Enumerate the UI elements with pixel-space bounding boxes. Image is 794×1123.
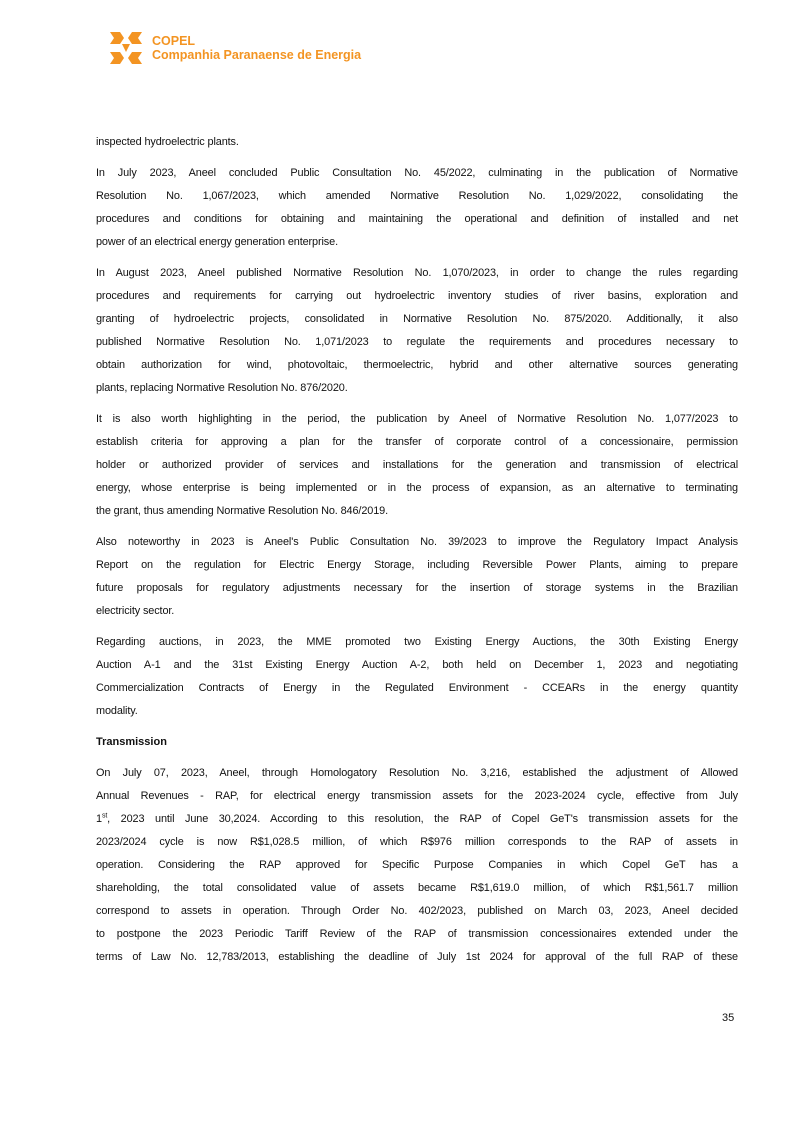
text-line: correspond to assets in operation. Through Order No. 402/2023, published on March 03, 2023, Aneel decided [96,905,738,917]
paragraph [96,262,738,400]
page-number: 35 [722,1012,735,1024]
text-line: electricity sector. [96,605,175,617]
superscript: st [101,812,108,820]
text-line: published Normative Resolution No. 1,071/2023 to regulate the requirements and procedures necessary to [96,336,738,348]
text-line: procedures and conditions for obtaining and maintaining the operational and definition of installed and net [96,213,738,225]
text-line: Regarding auctions, in 2023, the MME promoted two Existing Energy Auctions, the 30th Existing Energy [96,636,738,648]
paragraph [96,531,738,623]
text-line: granting of hydroelectric projects, consolidated in Normative Resolution No. 875/2020. Additionally, it also [96,313,738,325]
text-line: procedures and requirements for carrying out hydroelectric inventory studies of river basins, exploration and [96,290,738,302]
logo-company-full: Companhia Paranaense de Energia [152,48,362,62]
text-line: obtain authorization for wind, photovoltaic, thermoelectric, hybrid and other alternative sources generating [96,359,738,371]
text-line: terms of Law No. 12,783/2013, establishing the deadline of July 1st 2024 for approval of the full RAP of these [96,951,738,963]
text-line: On July 07, 2023, Aneel, through Homologatory Resolution No. 3,216, established the adjustment of Allowed [96,767,738,779]
text-line: Commercialization Contracts of Energy in the Regulated Environment - CCEARs in the energy quantity [96,682,738,694]
text-line: Resolution No. 1,067/2023, which amended Normative Resolution No. 1,029/2022, consolidating the [96,190,738,202]
paragraph [96,408,738,523]
text-line: power of an electrical energy generation enterprise. [96,236,338,248]
text-line: shareholding, the total consolidated value of assets became R$1,619.0 million, of which R$1,561.7 million [96,882,738,894]
logo-company-short: COPEL [152,34,196,48]
text-line: 2023/2024 cycle is now R$1,028.5 million, of which R$976 million corresponds to the RAP of assets in [96,836,738,848]
text-line: establish criteria for approving a plan for the transfer of corporate control of a concessionaire, permission [96,436,738,448]
section-heading-transmission: Transmission [96,736,167,748]
text-line: to postpone the 2023 Periodic Tariff Review of the RAP of transmission concessionaires extended under the [96,928,738,940]
paragraph [96,162,738,254]
text-line: Annual Revenues - RAP, for electrical energy transmission assets for the 2023-2024 cycle, effective from July [96,790,738,802]
copel-logo-icon [108,30,144,66]
text-line: inspected hydroelectric plants. [96,136,239,148]
copel-logo [108,30,361,66]
text-line: plants, replacing Normative Resolution No. 876/2020. [96,382,348,394]
paragraph [96,131,738,154]
text-line: Also noteworthy in 2023 is Aneel's Public Consultation No. 39/2023 to improve the Regulatory Impact Analysis [96,536,738,548]
document-body [96,131,738,977]
text-line: operation. Considering the RAP approved for Specific Purpose Companies in which Copel GeT has a [96,859,738,871]
text-line: It is also worth highlighting in the period, the publication by Aneel of Normative Resolution No. 1,077/2023 to [96,413,738,425]
text-line: Report on the regulation for Electric Energy Storage, including Reversible Power Plants, aiming to prepare [96,559,738,571]
paragraph [96,631,738,723]
text-fragment: 1 [96,813,102,825]
text-line: energy, whose enterprise is being implemented or in the process of expansion, as an alternative to terminating [96,482,738,494]
text-line: future proposals for regulatory adjustments necessary for the insertion of storage systems in the Brazilian [96,582,738,594]
paragraph-transmission [96,762,738,969]
text-line: Auction A-1 and the 31st Existing Energy Auction A-2, both held on December 1, 2023 and negotiating [96,659,738,671]
text-line [96,808,738,831]
text-line: In August 2023, Aneel published Normative Resolution No. 1,070/2023, in order to change the rules regarding [96,267,738,279]
text-line: holder or authorized provider of services and installations for the generation and transmission of electrical [96,459,738,471]
text-fragment: , 2023 until June 30,2024. According to this resolution, the RAP of Copel GeT's transmission assets for the [107,813,738,825]
text-line: modality. [96,705,138,717]
text-line: In July 2023, Aneel concluded Public Consultation No. 45/2022, culminating in the publication of Normative [96,167,738,179]
text-line: the grant, thus amending Normative Resolution No. 846/2019. [96,505,388,517]
